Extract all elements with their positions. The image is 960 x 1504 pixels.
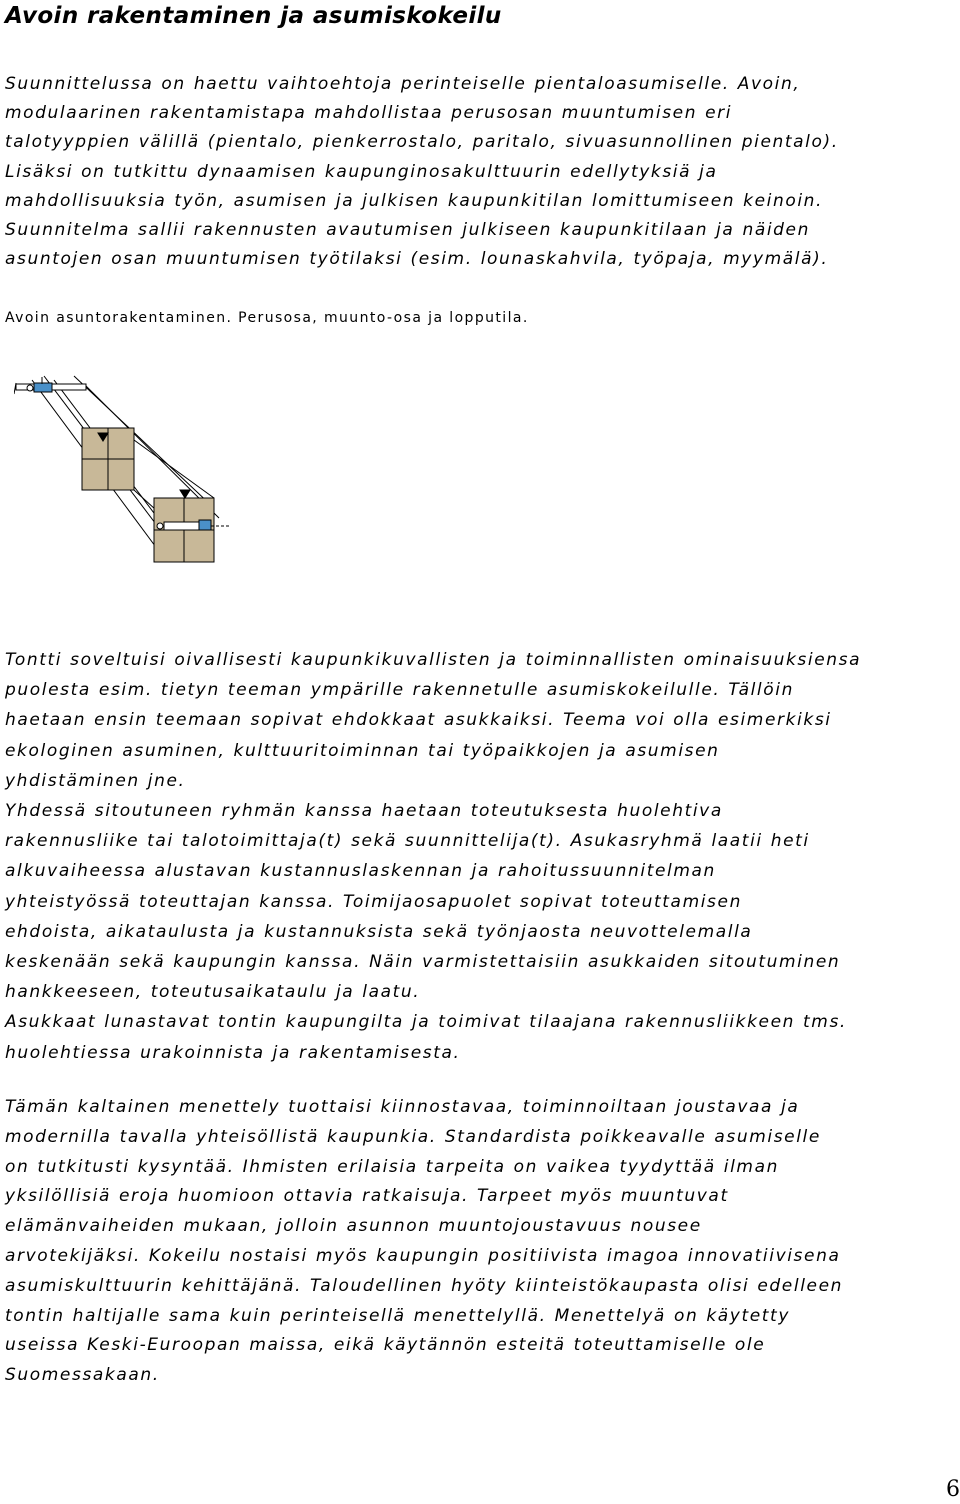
text-line: talotyyppien välillä (pientalo, pienkerrostalo, paritalo, sivuasunnollinen pientalo).: [5, 132, 839, 153]
text-line: Lisäksi on tutkittu dynaamisen kaupunginosakulttuurin edellytyksiä ja: [5, 161, 718, 182]
text-line: yhdistäminen jne.: [5, 770, 186, 791]
text-line: useissa Keski-Euroopan maissa, eikä käytännön esteitä toteuttamiselle ole: [5, 1335, 766, 1356]
text-line: elämänvaiheiden mukaan, jolloin asunnon muuntojoustavuus nousee: [5, 1216, 702, 1237]
text-line: yhteistyössä toteuttajan kanssa. Toimijaosapuolet sopivat toteuttamisen: [5, 891, 742, 912]
text-line: Asukkaat lunastavat tontin kaupungilta ja toimivat tilaajana rakennusliikkeen tms.: [5, 1012, 847, 1033]
text-line: keskenään sekä kaupungin kanssa. Näin varmistettaisiin asukkaiden sitoutuminen: [5, 952, 841, 973]
text-line: modulaarinen rakentamistapa mahdollistaa perusosan muuntumisen eri: [5, 103, 733, 124]
text-line: puolesta esim. tietyn teeman ympärille rakennetulle asumiskokeilulle. Tällöin: [5, 680, 794, 701]
text-line: ekologinen asuminen, kulttuuritoiminnan tai työpaikkojen ja asumisen: [5, 740, 720, 761]
text-line: Suunnitelma sallii rakennusten avautumisen julkiseen kaupunkitilaan ja näiden: [5, 220, 810, 241]
text-line: asumiskulttuurin kehittäjänä. Taloudellinen hyöty kiinteistökaupasta olisi edelleen: [5, 1275, 844, 1296]
text-line: yksilöllisiä eroja huomioon ottavia ratkaisuja. Tarpeet myös muuntuvat: [5, 1186, 729, 1207]
text-line: Tämän kaltainen menettely tuottaisi kiinnostavaa, toiminnoiltaan joustavaa ja: [5, 1097, 800, 1117]
closing-paragraph: [5, 1093, 955, 1391]
text-line: rakennusliike tai talotoimittaja(t) sekä suunnittelija(t). Asukasryhmä laatii heti: [5, 831, 810, 852]
text-line: mahdollisuuksia työn, asumisen ja julkisen kaupunkitilan lomittumiseen keinoin.: [5, 190, 824, 211]
page-number: 6: [946, 1477, 960, 1502]
text-line: huolehtiessa urakoinnista ja rakentamisesta.: [5, 1042, 461, 1063]
text-line: Yhdessä sitoutuneen ryhmän kanssa haetaan toteutuksesta huolehtiva: [5, 801, 723, 822]
text-line: modernilla tavalla yhteisöllistä kaupunkia. Standardista poikkeavalle asumiselle: [5, 1126, 821, 1147]
text-line: ehdoista, aikataulusta ja kustannuksista sekä työnjaosta neuvottelemalla: [5, 921, 753, 942]
text-line: Suunnittelussa on haettu vaihtoehtoja perinteiselle pientaloasumiselle. Avoin,: [5, 74, 801, 94]
building-plan-diagram: [14, 358, 244, 580]
page-title: Avoin rakentaminen ja asumiskokeilu: [5, 3, 502, 29]
text-line: asuntojen osan muuntumisen työtilaksi (esim. lounaskahvila, työpaja, myymälä).: [5, 249, 829, 270]
text-line: hankkeeseen, toteutusaikataulu ja laatu.: [5, 982, 421, 1003]
text-line: on tutkitusti kysyntää. Ihmisten erilaisia tarpeita on vaikea tyydyttää ilman: [5, 1156, 779, 1177]
text-line: Tontti soveltuisi oivallisesti kaupunkikuvallisten ja toiminnallisten ominaisuuksiensa: [5, 650, 862, 670]
figure-caption: Avoin asuntorakentaminen. Perusosa, muunto-osa ja lopputila.: [5, 310, 529, 326]
text-line: Suomessakaan.: [5, 1365, 160, 1386]
text-line: arvotekijäksi. Kokeilu nostaisi myös kaupungin positiivista imagoa innovatiivisena: [5, 1245, 841, 1266]
text-line: tontin haltijalle sama kuin perinteisellä menettelyllä. Menettelyä on käytetty: [5, 1305, 790, 1326]
body-paragraph: [5, 645, 955, 1068]
intro-paragraph: [5, 70, 955, 274]
text-line: alkuvaiheessa alustavan kustannuslaskennan ja rahoitussuunnitelman: [5, 861, 716, 882]
text-line: haetaan ensin teemaan sopivat ehdokkaat asukkaiksi. Teema voi olla esimerkiksi: [5, 710, 832, 731]
